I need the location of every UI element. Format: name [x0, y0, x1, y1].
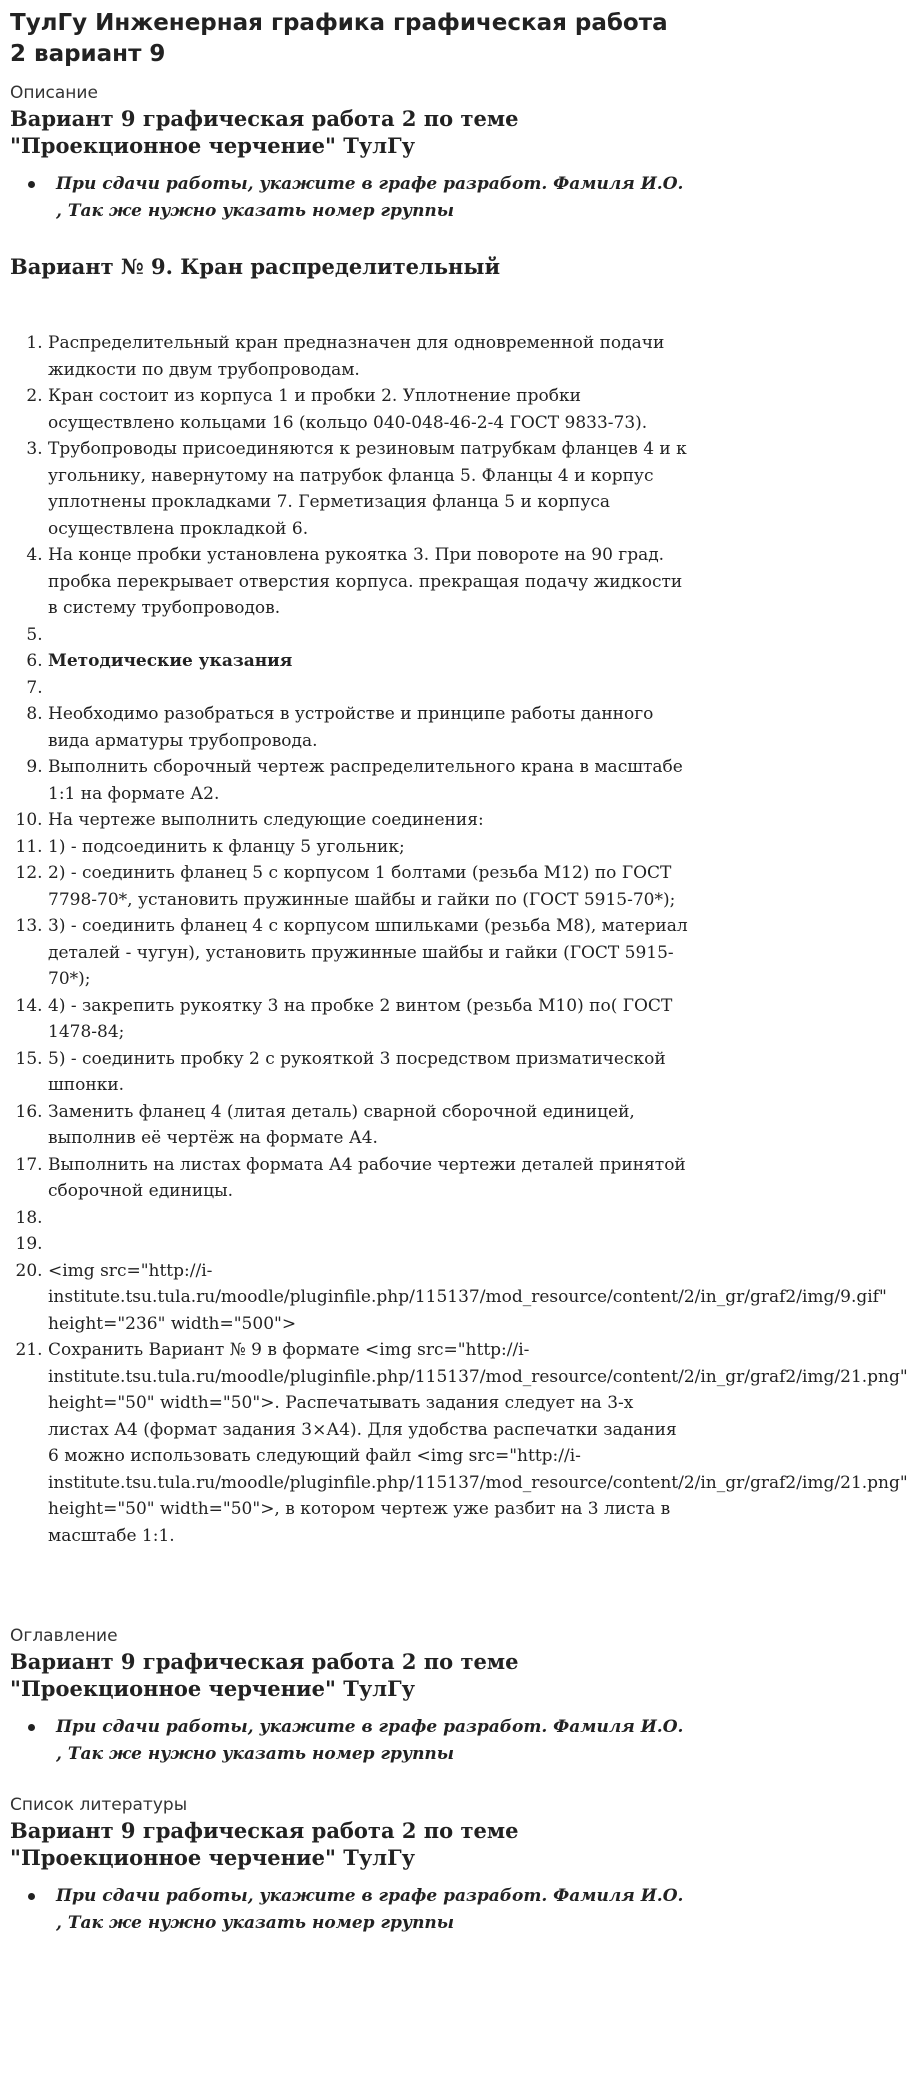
list-item: 17. Выполнить на листах формата А4 рабочие чертежи деталей принятой сборочной единицы.	[48, 1152, 691, 1205]
list-item: 16. Заменить фланец 4 (литая деталь) сварной сборочной единицей, выполнив её чертёж на формате А4.	[48, 1099, 691, 1152]
list-item-methodical	[48, 648, 691, 675]
references-note: При сдачи работы, укажите в графе разработ. Фамиля И.О. , Так же нужно указать номер группы	[56, 1883, 691, 1937]
list-item-image-markup: 20. <img src="http://i-institute.tsu.tula.ru/moodle/pluginfile.php/115137/mod_resource/content/2/in_gr/graf2/img/9.gif" height="236" width="500">	[48, 1258, 691, 1338]
contents-note: При сдачи работы, укажите в графе разработ. Фамиля И.О. , Так же нужно указать номер группы	[56, 1714, 691, 1768]
list-item: 10. На чертеже выполнить следующие соединения:	[48, 807, 691, 834]
description-note: При сдачи работы, укажите в графе разработ. Фамиля И.О. , Так же нужно указать номер группы	[56, 171, 691, 225]
list-item-empty	[48, 1231, 691, 1258]
page	[0, 8, 908, 1937]
list-item: 11. 1) - подсоединить к фланцу 5 угольник;	[48, 834, 691, 861]
references-label: Список литературы	[10, 1795, 188, 1815]
list-item-empty	[48, 1205, 691, 1232]
methodical-heading: Методические указания	[48, 651, 293, 671]
description-label: Описание	[10, 83, 98, 103]
variant-heading: Вариант № 9. Кран распределительный	[10, 254, 501, 279]
list-item: 14. 4) - закрепить рукоятку 3 на пробке 2 винтом (резьба М10) по( ГОСТ 1478-84;	[48, 993, 691, 1046]
list-item-empty	[48, 622, 691, 649]
contents-notes	[10, 1714, 691, 1768]
list-item: 1. Распределительный кран предназначен для одновременной подачи жидкости по двум трубопроводам.	[48, 330, 691, 383]
page-title: ТулГу Инженерная графика графическая работа 2 вариант 9	[10, 10, 668, 67]
list-item: 15. 5) - соединить пробку 2 с рукояткой 3 посредством призматической шпонки.	[48, 1046, 691, 1099]
references-notes	[10, 1883, 691, 1937]
list-item: 13. 3) - соединить фланец 4 с корпусом шпильками (резьба М8), материал деталей - чугун), установить пружинные шайбы и гайки (ГОСТ 5915-70*);	[48, 913, 691, 993]
references-heading: Вариант 9 графическая работа 2 по теме "Проекционное черчение" ТулГу	[10, 1818, 519, 1870]
description-notes	[10, 171, 691, 225]
task-steps	[10, 330, 908, 1549]
list-item: 12. 2) - соединить фланец 5 с корпусом 1 болтами (резьба М12) по ГОСТ 7798-70*, установить пружинные шайбы и гайки по (ГОСТ 5915-70*);	[48, 860, 691, 913]
list-item: 9. Выполнить сборочный чертеж распределительного крана в масштабе 1:1 на формате А2.	[48, 754, 691, 807]
list-item-save-instructions: 21. Сохранить Вариант № 9 в формате <img src="http://i-institute.tsu.tula.ru/moodle/pluginfile.php/115137/mod_resource/content/2/in_gr/graf2/img/21.png" height="50" width="50">. Распечатывать задания следует на 3-х листах А4 (формат задания 3×А4). Для удобства распечатки задания 6 можно использовать следующий файл <img src="http://i-institute.tsu.tula.ru/moodle/pluginfile.php/115137/mod_resource/content/2/in_gr/graf2/img/21.png" height="50" width="50">, в котором чертеж уже разбит на 3 листа в масштабе 1:1.	[48, 1337, 691, 1549]
list-item: 4. На конце пробки установлена рукоятка 3. При повороте на 90 град. пробка перекрывает отверстия корпуса. прекращая подачу жидкости в систему трубопроводов.	[48, 542, 691, 622]
list-item-empty	[48, 675, 691, 702]
list-item: 2. Кран состоит из корпуса 1 и пробки 2. Уплотнение пробки осуществлено кольцами 16 (кольцо 040-048-46-2-4 ГОСТ 9833-73).	[48, 383, 691, 436]
contents-heading: Вариант 9 графическая работа 2 по теме "Проекционное черчение" ТулГу	[10, 1649, 519, 1701]
list-item: 3. Трубопроводы присоединяются к резиновым патрубкам фланцев 4 и к угольнику, навернутому на патрубок фланца 5. Фланцы 4 и корпус уплотнены прокладками 7. Герметизация фланца 5 и корпуса осуществлена прокладкой 6.	[48, 436, 691, 542]
list-item: 8. Необходимо разобраться в устройстве и принципе работы данного вида арматуры трубопровода.	[48, 701, 691, 754]
description-heading: Вариант 9 графическая работа 2 по теме "Проекционное черчение" ТулГу	[10, 106, 519, 158]
contents-label: Оглавление	[10, 1626, 118, 1646]
